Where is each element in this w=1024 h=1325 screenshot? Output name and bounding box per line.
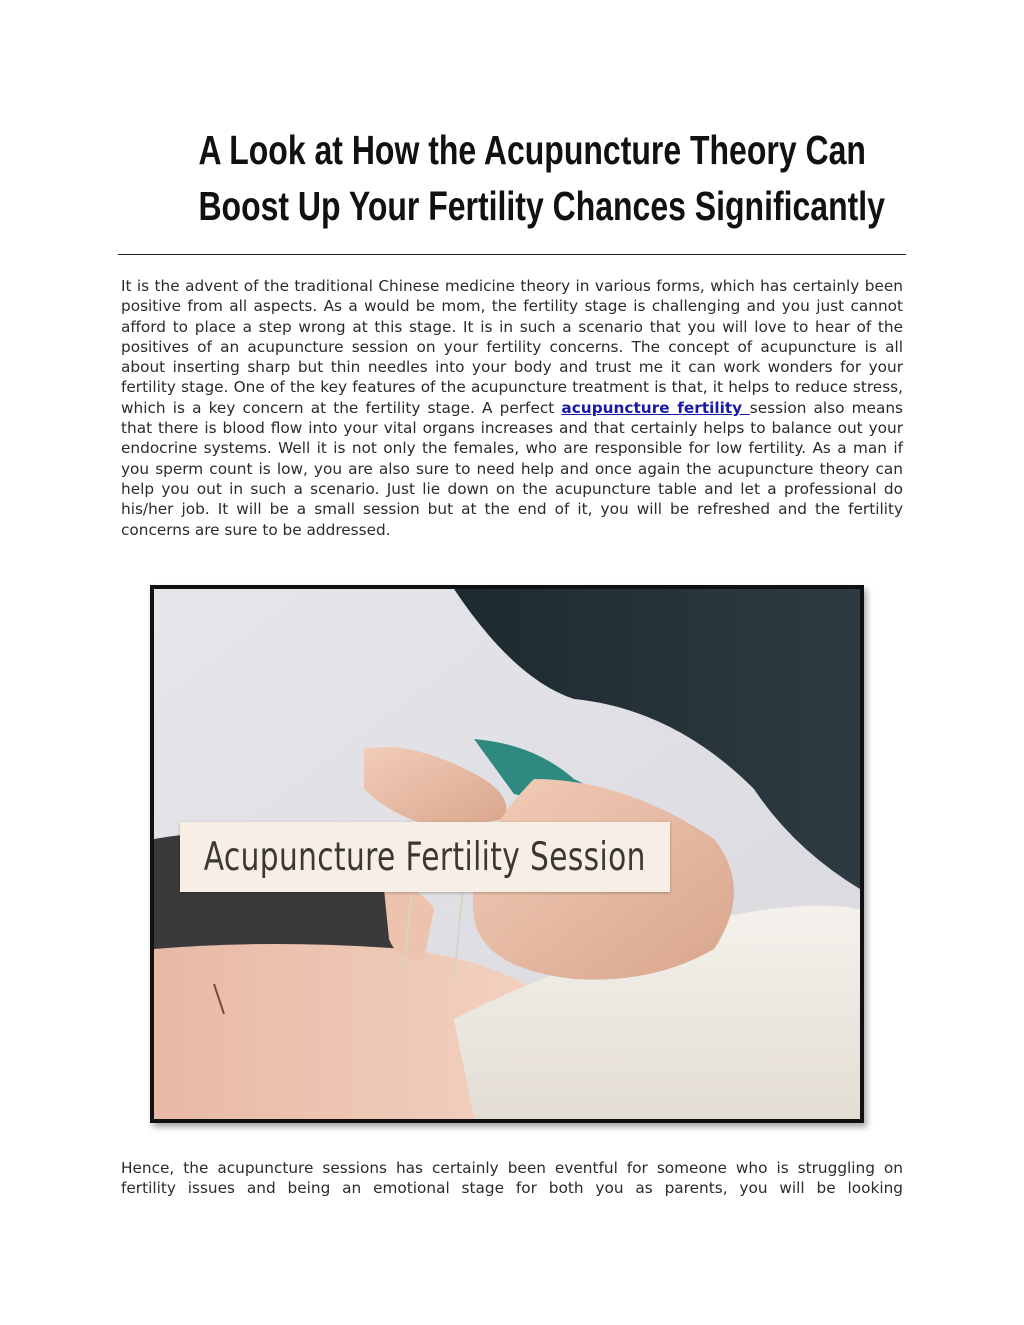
document-title [198, 122, 885, 234]
title-line-2: Boost Up Your Fertility Chances Significantly [198, 183, 885, 229]
intro-paragraph [121, 276, 903, 540]
acupuncture-fertility-link[interactable]: acupuncture fertility [561, 398, 750, 417]
title-divider [118, 254, 906, 255]
image-caption-box [180, 822, 670, 892]
image-caption: Acupuncture Fertility Session [204, 834, 646, 880]
title-line-1: A Look at How the Acupuncture Theory Can [198, 127, 866, 173]
intro-text-after-link: session also means that there is blood flow into your vital organs increases and that certainly helps to balance out your endocrine systems. Well it is not only the females, who are responsible for low fertility. As a man if you sperm count is low, you are also sure to need help and once again the acupuncture theory can help you out in such a scenario. Just lie down on the acupuncture table and let a professional do his/her job. It will be a small session but at the end of it, you will be refreshed and the fertility concerns are sure to be addressed. [121, 398, 904, 539]
intro-text-before-link: It is the advent of the traditional Chinese medicine theory in various forms, which has certainly been positive from all aspects. As a would be mom, the fertility stage is challenging and you just cannot afford to place a step wrong at this stage. It is in such a scenario that you will love to hear of the positives of an acupuncture session on your fertility concerns. The concept of acupuncture is all about inserting sharp but thin needles into your body and trust me it can work wonders for your fertility stage. One of the key features of the acupuncture treatment is that, it helps to reduce stress, which is a key concern at the fertility stage. A perfect [121, 277, 903, 417]
second-paragraph: Hence, the acupuncture sessions has certainly been eventful for someone who is struggling on fertility issues and being an emotional stage for both you as parents, you will be looking [121, 1159, 903, 1198]
acupuncture-session-photo [150, 585, 864, 1123]
